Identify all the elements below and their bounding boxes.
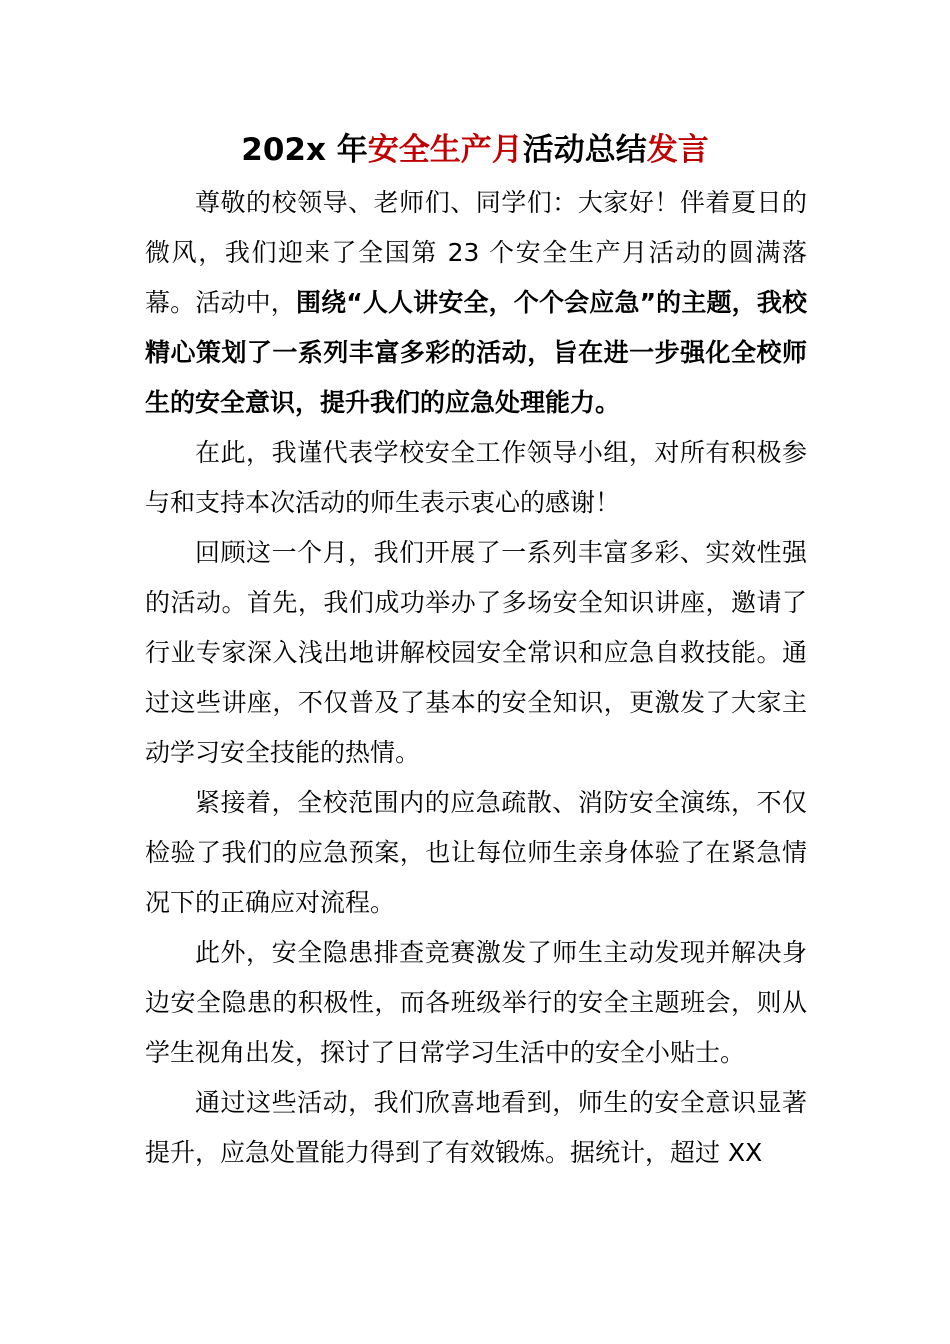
document-title — [0, 128, 950, 172]
document-body — [145, 178, 807, 1178]
title-highlight-speech: 发言 — [646, 132, 709, 168]
paragraph-drills: 紧接着，全校范围内的应急疏散、消防安全演练，不仅检验了我们的应急预案，也让每位师生亲身体验了在紧急情况下的正确应对流程。 — [145, 788, 807, 917]
paragraph-thanks: 在此，我谨代表学校安全工作领导小组，对所有积极参与和支持本次活动的师生表示衷心的感谢！ — [145, 438, 807, 517]
title-activity-summary: 活动总结 — [522, 132, 647, 168]
title-highlight-safety-month: 安全生产月 — [367, 132, 523, 168]
paragraph-review: 回顾这一个月，我们开展了一系列丰富多彩、实效性强的活动。首先，我们成功举办了多场安全知识讲座，邀请了行业专家深入浅出地讲解校园安全常识和应急自救技能。通过这些讲座，不仅普及了基本的安全知识，更激发了大家主动学习安全技能的热情。 — [145, 538, 807, 767]
paragraph-greeting-bold: 围绕“人人讲安全，个个会应急”的主题，我校精心策划了一系列丰富多彩的活动，旨在进一步强化全校师生的安全意识，提升我们的应急处理能力。 — [145, 288, 807, 417]
paragraph-competition: 此外，安全隐患排查竞赛激发了师生主动发现并解决身边安全隐患的积极性，而各班级举行的安全主题班会，则从学生视角出发，探讨了日常学习生活中的安全小贴士。 — [145, 938, 807, 1067]
paragraph-greeting — [145, 178, 807, 428]
paragraph-results: 通过这些活动，我们欣喜地看到，师生的安全意识显著提升，应急处置能力得到了有效锻炼。据统计，超过 XX — [145, 1088, 807, 1167]
paragraph-greeting-text: 尊敬的校领导、老师们、同学们：大家好！伴着夏日的微风，我们迎来了全国第 23 个安全生产月活动的圆满落幕。活动中， — [145, 188, 807, 317]
title-year: 202x 年 — [241, 132, 368, 168]
